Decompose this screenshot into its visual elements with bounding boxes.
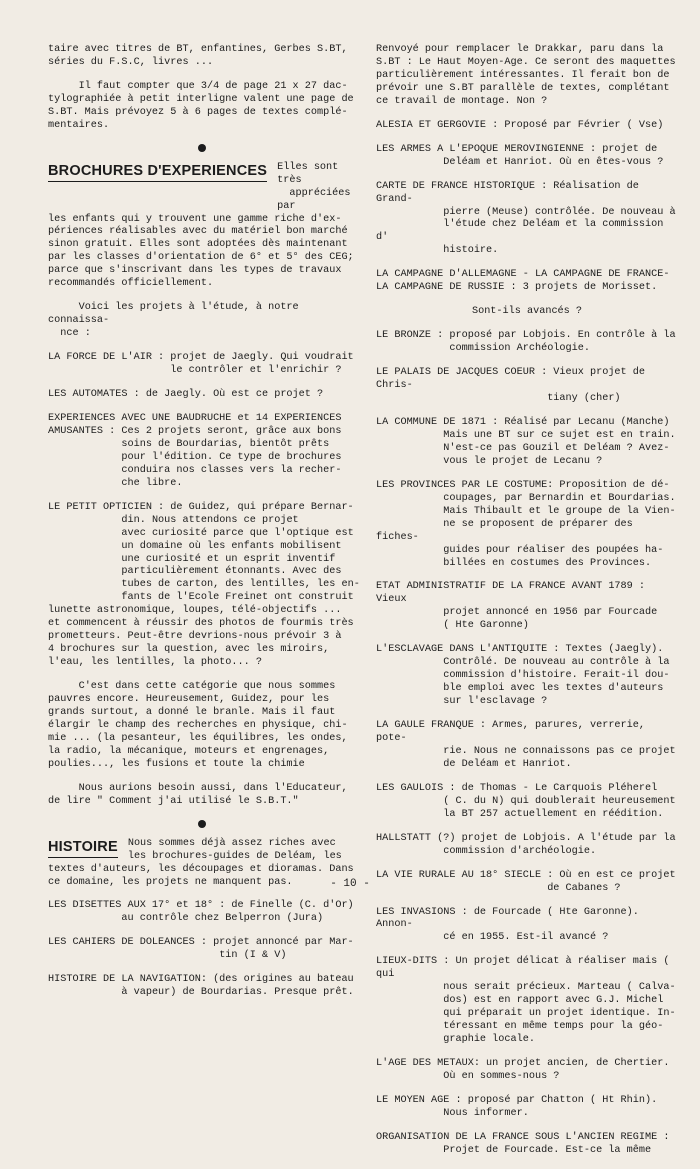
brochures-section-header <box>48 162 360 214</box>
list-item: LES DISETTES AUX 17° et 18° : de Finelle (C. d'Or) au contrôle chez Belperron (Jura) <box>48 900 354 925</box>
list-item: ETAT ADMINISTRATIF DE LA FRANCE AVANT 1789 : Vieux projet annoncé en 1956 par Fourcade ( Hte Garonne) <box>376 581 658 632</box>
list-item: LA GAULE FRANQUE : Armes, parures, verrerie, pote- rie. Nous ne connaissons pas ce projet de Deléam et Hanriot. <box>376 720 676 770</box>
list-item: ALESIA ET GERGOVIE : Proposé par Février ( Vse) <box>376 119 664 131</box>
list-item: LE PALAIS DE JACQUES COEUR : Vieux projet de Chris- tiany (cher) <box>376 367 645 405</box>
section-intro: Nous sommes déjà assez riches avec les brochures-guides de Deléam, les <box>127 837 342 862</box>
list-item: Sont-ils avancés ? <box>471 306 583 318</box>
list-item: LES GAULOIS : de Thomas - Le Carquois Pléherel ( C. du N) qui doublerait heureusement la BT 257 actuellement en réédition. <box>376 782 676 820</box>
paragraph: Il faut compter que 3/4 de page 21 x 27 dac- tylographiée à petit interligne valent une page de S.BT. Mais prévoyez 5 à 6 pages de textes complé- mentaires. <box>48 80 354 131</box>
list-item: LES CAHIERS DE DOLEANCES : projet annoncé par Mar- tin (I & V) <box>48 937 354 962</box>
section-heading-histoire: HISTOIRE <box>48 838 118 858</box>
list-item: LA COMMUNE DE 1871 : Réalisé par Lecanu (Manche) Mais une BT sur ce sujet est en train. N'est-ce pas Gouzil et Deléam ? Avez- vous le projet de Lecanu ? <box>376 416 676 467</box>
paragraph: Renvoyé pour remplacer le Drakkar, paru dans la S.BT : Le Haut Moyen-Age. Ce seront des maquettes particulièrement intéressantes. Il ferait bon de prévoir une S.BT parallèle de textes, complétant ce travail de montage. Non ? <box>376 44 676 107</box>
list-item: LES ARMES A L'EPOQUE MEROVINGIENNE : projet de Deléam et Hanriot. Où en êtes-vous ? <box>376 143 664 168</box>
list-item: LES PROVINCES PAR LE COSTUME: Proposition de dé- coupages, par Bernardin et Bourdarias. Mais Thibault et le groupe de la Vien- ne se proposent de préparer des fiches- guides pour réaliser des poupées ha- billées en costumes des Provinces. <box>376 479 676 569</box>
list-item: LE BRONZE : proposé par Lobjois. En contrôle à la commission Archéologie. <box>376 330 676 355</box>
section-intro: Elles sont très appréciées par <box>277 161 351 212</box>
list-item: LA CAMPAGNE D'ALLEMAGNE - LA CAMPAGNE DE FRANCE- LA CAMPAGNE DE RUSSIE : 3 projets de Morisset. <box>376 269 670 294</box>
paragraph: les enfants qui y trouvent une gamme riche d'ex- périences réalisables avec du matériel bon marché sinon gratuit. Elles sont adoptées dès maintenant par les classes d'orientation de 6° et 5° des CEG; parce que s'inscrivant dans les types de travaux recommandés officiellement. <box>48 213 354 290</box>
list-item: LA FORCE DE L'AIR : projet de Jaegly. Qui voudrait le contrôler et l'enrichir ? <box>48 352 354 377</box>
list-item: HISTOIRE DE LA NAVIGATION: (des origines au bateau à vapeur) de Bourdarias. Presque prêt. <box>48 974 354 999</box>
histoire-section-header <box>48 838 360 864</box>
bullet-dot <box>198 144 206 152</box>
paragraph: textes d'auteurs, les découpages et dioramas. Dans ce domaine, les projets ne manquent pas. <box>48 863 354 888</box>
list-item: LES AUTOMATES : de Jaegly. Où est ce projet ? <box>48 389 324 401</box>
paragraph: taire avec titres de BT, enfantines, Gerbes S.BT, séries du F.S.C, livres ... <box>48 44 348 68</box>
paragraph: C'est dans cette catégorie que nous sommes pauvres encore. Heureusement, Guidez, pour les grands surtout, a donné le branle. Mais il faut élargir le champ des recherches en physique, chi- mie ... (la pesanteur, les équilibres, les ondes, la radio, la mécanique, moteurs et engrenages, poulies..., les fusions et toute la chimie <box>48 681 348 770</box>
list-item: LE PETIT OPTICIEN : de Guidez, qui prépare Bernar- din. Nous attendons ce projet avec curiosité parce que l'optique est un domaine où les enfants mobilisent une curiosité et un esprit inventif particulièrement étonnants. Avec des tubes de carton, des lentilles, les en- fants de l'Ecole Freinet ont construit lunette astronomique, loupes, télé-objectifs ... et commencent à réussir des photos de fourmis très prometteurs. Peut-être devrions-nous prévoir 3 à 4 brochures sur la question, avec les miroirs, l'eau, les lentilles, la photo... ? <box>48 501 360 669</box>
left-column <box>48 44 360 1011</box>
list-item: CARTE DE FRANCE HISTORIQUE : Réalisation de Grand- pierre (Meuse) contrôlée. De nouveau à l'étude chez Deléam et la commission d' histoire. <box>376 180 676 257</box>
list-item: LES INVASIONS : de Fourcade ( Hte Garonne). Annon- cé en 1955. Est-il avancé ? <box>376 906 639 944</box>
bullet-dot <box>198 820 206 828</box>
list-item: LE MOYEN AGE : proposé par Chatton ( Ht Rhin). Nous informer. <box>376 1094 658 1119</box>
right-column <box>376 44 678 1169</box>
section-heading-brochures: BROCHURES D'EXPERIENCES <box>48 162 267 182</box>
list-item: L'AGE DES METAUX: un projet ancien, de Chertier. Où en sommes-nous ? <box>376 1058 670 1082</box>
list-item: LA VIE RURALE AU 18° SIECLE : Où en est ce projet de Cabanes ? <box>376 869 676 894</box>
paragraph: Nous aurions besoin aussi, dans l'Educateur, de lire " Comment j'ai utilisé le S.B.T." <box>48 782 348 807</box>
list-item: ORGANISATION DE LA FRANCE SOUS L'ANCIEN REGIME : Projet de Fourcade. Est-ce la même <box>376 1131 670 1156</box>
list-item: LIEUX-DITS : Un projet délicat à réaliser mais ( qui nous serait précieux. Marteau ( Calva- dos) est en rapport avec G.J. Michel qui préparait un projet identique. In- téressant en même temps pour la géo- graphie locale. <box>376 956 676 1046</box>
list-item: L'ESCLAVAGE DANS L'ANTIQUITE : Textes (Jaegly). Contrôlé. De nouveau au contrôle à la commission d'histoire. Ferait-il dou- ble emploi avec les textes d'auteurs sur l'esclavage ? <box>376 644 670 708</box>
list-item: EXPERIENCES AVEC UNE BAUDRUCHE et 14 EXPERIENCES AMUSANTES : Ces 2 projets seront, grâce aux bons soins de Bourdarias, bientôt prêts pour l'édition. Ce type de brochures conduira nos classes vers la recher- che libre. <box>48 412 342 489</box>
page-number: - 10 - <box>330 878 370 890</box>
list-item: HALLSTATT (?) projet de Lobjois. A l'étude par la commission d'archéologie. <box>376 832 676 857</box>
paragraph: Voici les projets à l'étude, à notre connaissa- nce : <box>48 302 299 340</box>
